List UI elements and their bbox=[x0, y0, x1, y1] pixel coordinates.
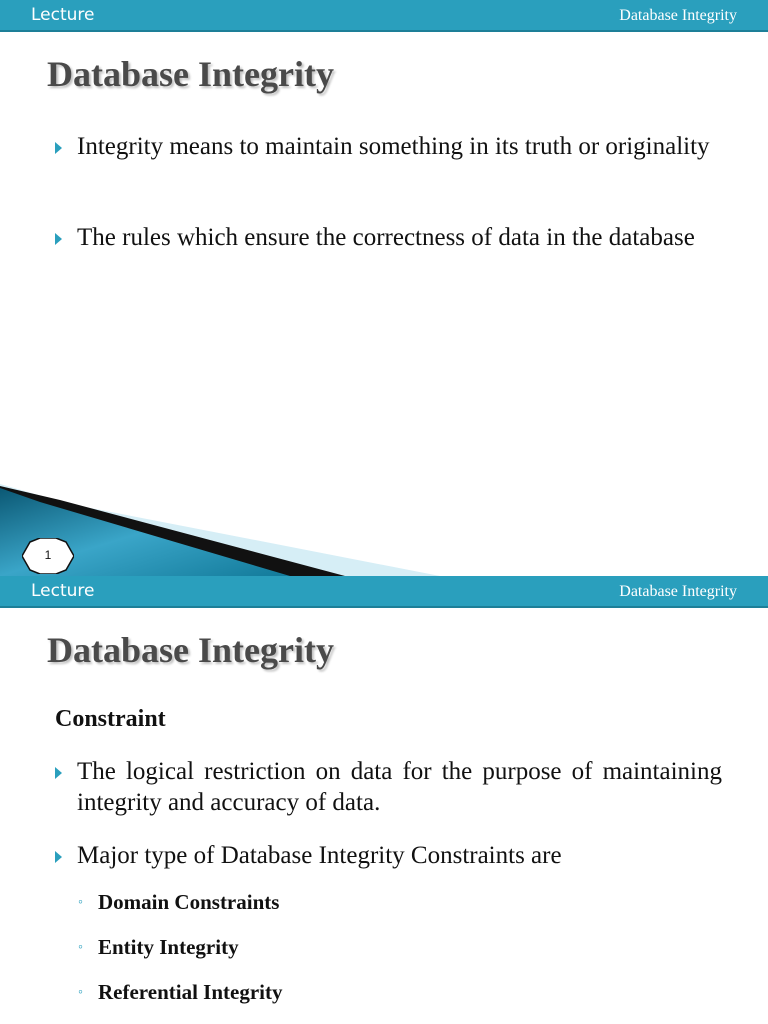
triangle-bullet-icon bbox=[55, 851, 62, 863]
sub-item-text: Domain Constraints bbox=[98, 890, 280, 914]
slide-2 bbox=[0, 576, 768, 1024]
sub-item-text: Entity Integrity bbox=[98, 935, 239, 959]
slide-title: Database Integrity bbox=[47, 630, 334, 670]
page-number: 1 bbox=[44, 548, 52, 562]
header-topic-label: Database Integrity bbox=[619, 7, 737, 24]
bullet-item bbox=[55, 221, 722, 255]
bullet-item bbox=[55, 756, 722, 818]
decorative-swoosh bbox=[0, 476, 768, 576]
header-lecture-label: Lecture bbox=[31, 581, 95, 601]
slide-header-bar bbox=[0, 0, 768, 32]
triangle-bullet-icon bbox=[55, 233, 62, 245]
triangle-bullet-icon bbox=[55, 142, 62, 154]
triangle-bullet-icon bbox=[55, 767, 62, 779]
bullet-text: The logical restriction on data for the purpose of maintaining integrity and accuracy of data. bbox=[77, 758, 722, 816]
header-topic-label: Database Integrity bbox=[619, 583, 737, 600]
bullet-item bbox=[55, 130, 722, 164]
sub-list-item bbox=[78, 933, 239, 962]
circle-bullet-icon: ◦ bbox=[78, 895, 83, 910]
sub-list-item bbox=[78, 888, 279, 917]
section-heading: Constraint bbox=[55, 706, 166, 732]
bullet-text: Major type of Database Integrity Constraints are bbox=[77, 842, 562, 869]
slide-header-bar bbox=[0, 576, 768, 608]
circle-bullet-icon: ◦ bbox=[78, 985, 83, 1000]
bullet-text: The rules which ensure the correctness of data in the database bbox=[77, 224, 695, 251]
slide-title: Database Integrity bbox=[47, 54, 334, 94]
sub-list-item bbox=[78, 978, 282, 1007]
circle-bullet-icon: ◦ bbox=[78, 940, 83, 955]
bullet-text: Integrity means to maintain something in its truth or originality bbox=[77, 133, 710, 160]
sub-item-text: Referential Integrity bbox=[98, 980, 283, 1004]
bullet-item bbox=[55, 839, 722, 873]
header-lecture-label: Lecture bbox=[31, 5, 95, 25]
